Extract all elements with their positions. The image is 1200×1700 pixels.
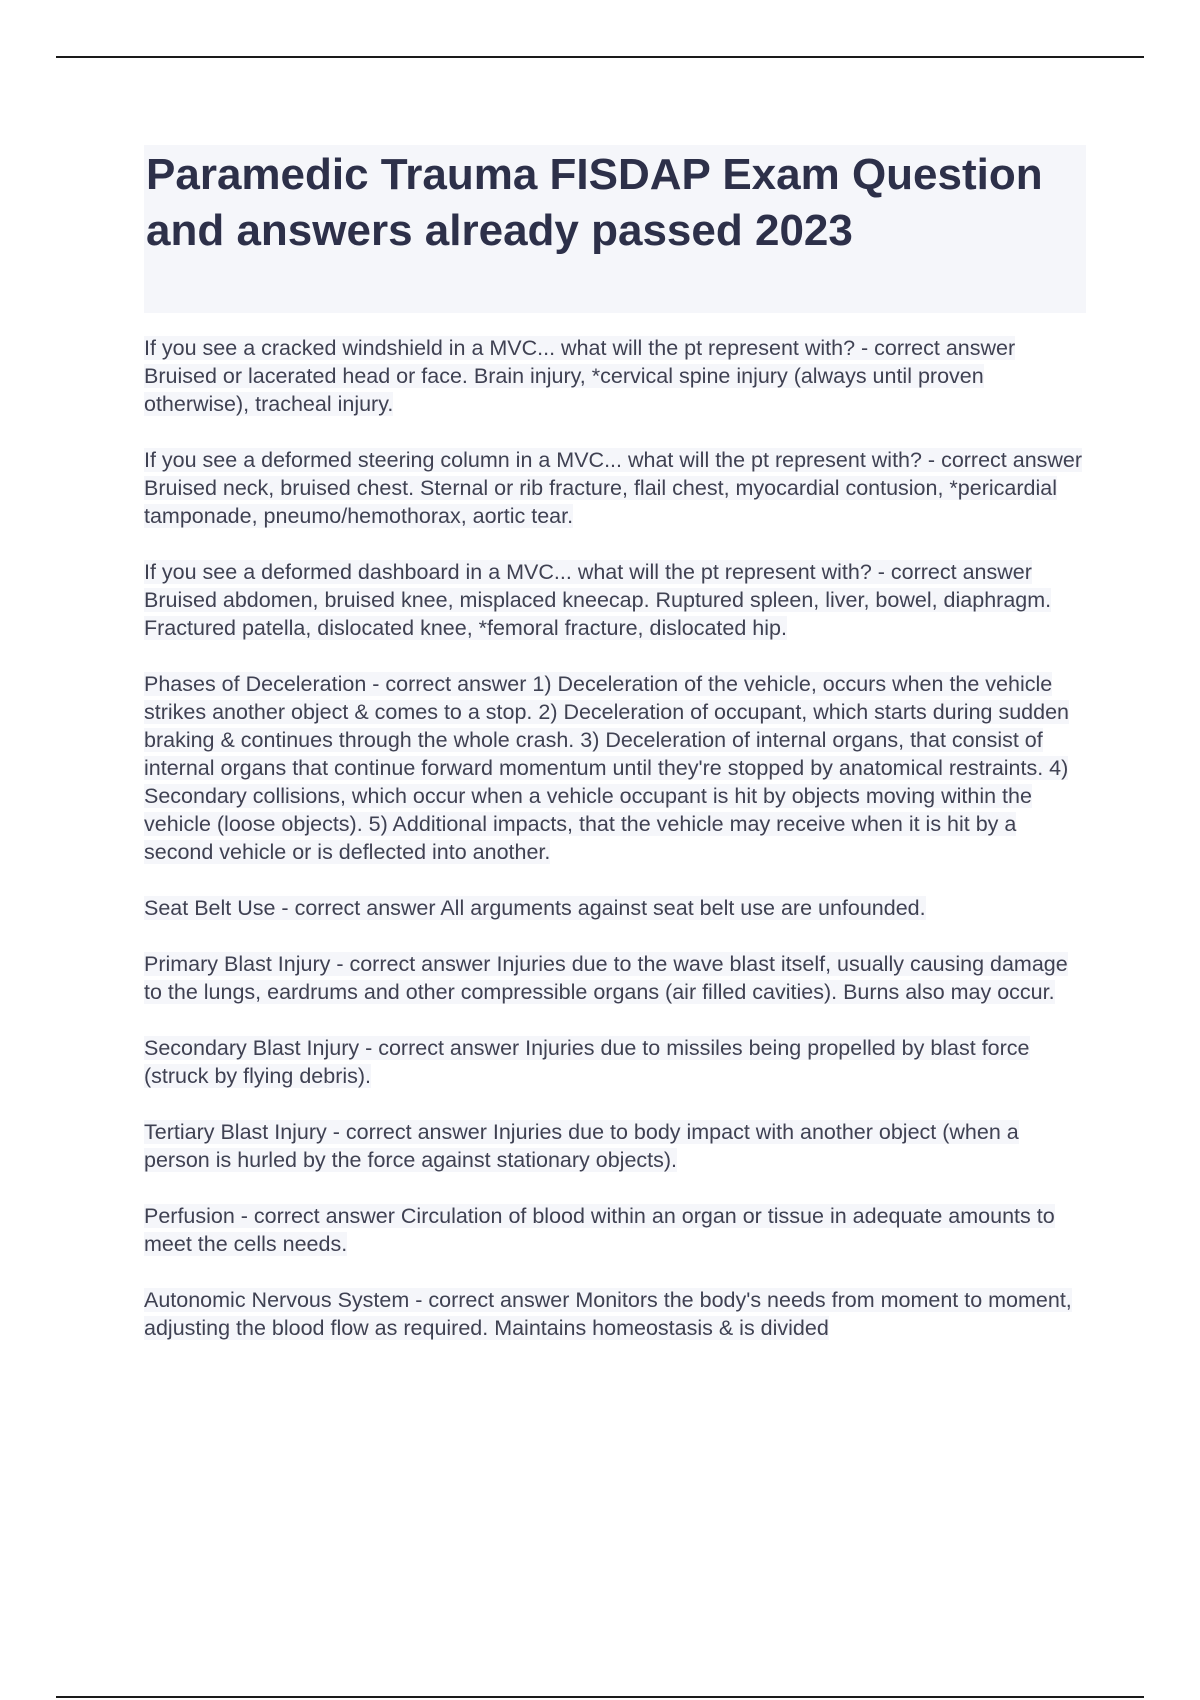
qa-entry-tertiary-blast-injury: Tertiary Blast Injury - correct answer Injuries due to body impact with another object (when a person is hurled by the force against stationary objects). <box>144 1120 1019 1172</box>
qa-entry-deformed-steering-column: If you see a deformed steering column in a MVC... what will the pt represent with? - correct answer Bruised neck, bruised chest. Sternal or rib fracture, flail chest, myocardial contusion, *pericardial tamponade, pneumo/hemothorax, aortic tear. <box>144 448 1083 528</box>
qa-entry-primary-blast-injury: Primary Blast Injury - correct answer Injuries due to the wave blast itself, usually causing damage to the lungs, eardrums and other compressible organs (air filled cavities). Burns also may occur. <box>144 952 1068 1004</box>
title-block <box>144 145 1086 313</box>
qa-list <box>144 334 1089 1342</box>
qa-entry-secondary-blast-injury: Secondary Blast Injury - correct answer Injuries due to missiles being propelled by blast force (struck by flying debris). <box>144 1036 1030 1088</box>
document-title: Paramedic Trauma FISDAP Exam Question and answers already passed 2023 <box>146 150 1043 255</box>
qa-entry-autonomic-nervous-system: Autonomic Nervous System - correct answer Monitors the body's needs from moment to moment, adjusting the blood flow as required. Maintains homeostasis & is divided <box>144 1288 1072 1340</box>
qa-entry-cracked-windshield: If you see a cracked windshield in a MVC... what will the pt represent with? - correct answer Bruised or lacerated head or face. Brain injury, *cervical spine injury (always until proven otherwise), tracheal injury. <box>144 336 1016 416</box>
qa-entry-deformed-dashboard: If you see a deformed dashboard in a MVC... what will the pt represent with? - correct answer Bruised abdomen, bruised knee, misplaced kneecap. Ruptured spleen, liver, bowel, diaphragm. Fractured patella, dislocated knee, *femoral fracture, dislocated hip. <box>144 560 1052 640</box>
footer-rule <box>56 1696 1144 1698</box>
header-rule <box>56 56 1144 58</box>
qa-entry-perfusion: Perfusion - correct answer Circulation of blood within an organ or tissue in adequate amounts to meet the cells needs. <box>144 1204 1055 1256</box>
qa-entry-seat-belt-use: Seat Belt Use - correct answer All arguments against seat belt use are unfounded. <box>144 896 926 920</box>
qa-entry-phases-of-deceleration: Phases of Deceleration - correct answer 1) Deceleration of the vehicle, occurs when the vehicle strikes another object & comes to a stop. 2) Deceleration of occupant, which starts during sudden braking & continues through the whole crash. 3) Deceleration of internal organs, that consist of internal organs that continue forward momentum until they're stopped by anatomical restraints. 4) Secondary collisions, which occur when a vehicle occupant is hit by objects moving within the vehicle (loose objects). 5) Additional impacts, that the vehicle may receive when it is hit by a second vehicle or is deflected into another. <box>144 672 1069 864</box>
